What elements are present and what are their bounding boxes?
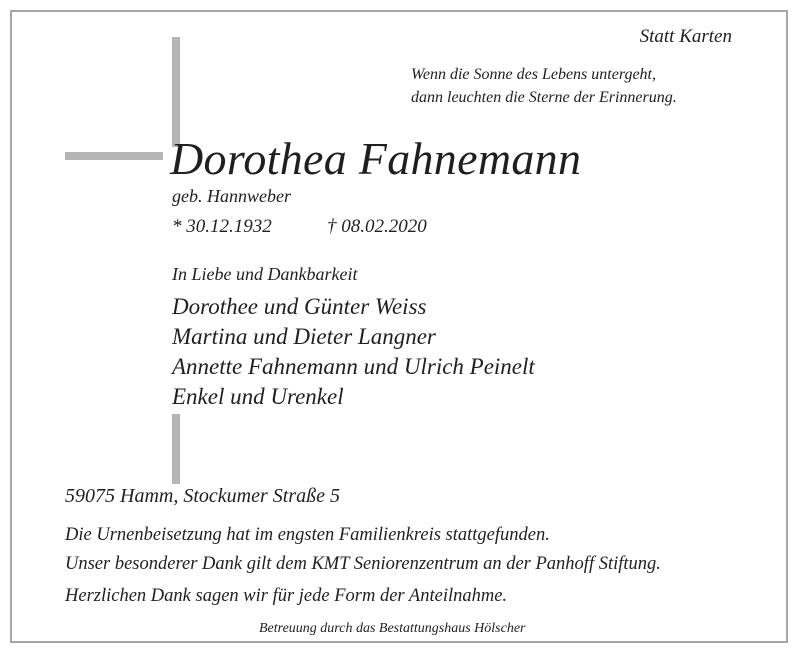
motto-line-2: dann leuchten die Sterne der Erinnerung.	[411, 89, 677, 106]
cross-vertical-top	[172, 37, 180, 147]
motto-line-1: Wenn die Sonne des Lebens untergeht,	[411, 66, 656, 83]
maiden-name: geb. Hannweber	[172, 186, 291, 206]
mourner-name: Dorothee und Günter Weiss	[172, 294, 427, 319]
mourner-name: Enkel und Urenkel	[172, 384, 344, 409]
mourner-name: Annette Fahnemann und Ulrich Peinelt	[172, 354, 535, 379]
footer-credit: Betreuung durch das Bestattungshaus Hölscher	[259, 621, 526, 636]
statt-karten: Statt Karten	[639, 26, 732, 47]
address: 59075 Hamm, Stockumer Straße 5	[65, 485, 340, 507]
birth-date: * 30.12.1932	[172, 216, 272, 237]
note-line-1: Die Urnenbeisetzung hat im engsten Familienkreis stattgefunden.	[65, 525, 550, 545]
note-line-3: Herzlichen Dank sagen wir für jede Form der Anteilnahme.	[65, 586, 508, 606]
cross-horizontal	[65, 152, 163, 160]
deceased-name: Dorothea Fahnemann	[170, 133, 582, 184]
mourner-name: Martina und Dieter Langner	[172, 324, 436, 349]
mourners-intro: In Liebe und Dankbarkeit	[172, 264, 358, 284]
note-line-2: Unser besonderer Dank gilt dem KMT Seniorenzentrum an der Panhoff Stiftung.	[65, 554, 661, 574]
death-date: † 08.02.2020	[327, 216, 427, 237]
cross-vertical-bottom	[172, 414, 180, 484]
